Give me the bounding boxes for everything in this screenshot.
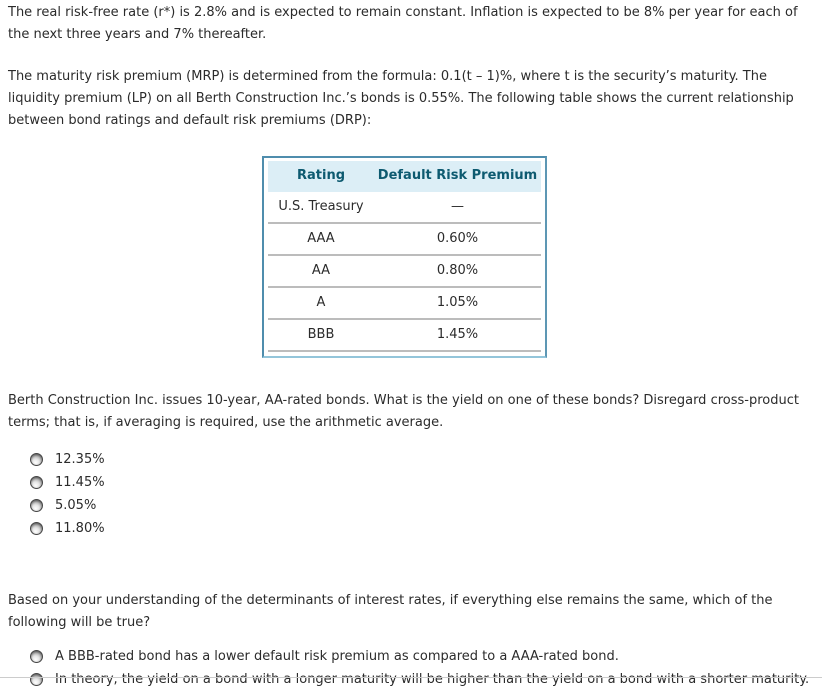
table-header-row [268,161,541,192]
option-label[interactable]: 11.45% [55,475,105,490]
radio-button[interactable] [30,476,43,489]
option-row[interactable] [30,472,810,494]
premium-cell: 0.80% [374,255,541,287]
radio-button[interactable] [30,499,43,512]
rating-cell: BBB [268,319,374,351]
rating-cell: U.S. Treasury [268,192,374,223]
radio-button[interactable] [30,453,43,466]
intro-paragraph-1: The real risk-free rate (r*) is 2.8% and is expected to remain constant. Inflation is expected to be 8% per year for each of the next three years and 7% thereafter. [8,5,798,42]
question-1-text: Berth Construction Inc. issues 10-year, AA-rated bonds. What is the yield on one of these bonds? Disregard cross-product terms; that is, if averaging is required, use the arithmetic average. [8,393,799,430]
premium-cell: 1.45% [374,319,541,351]
radio-button[interactable] [30,650,43,663]
table-row [268,287,541,319]
rating-cell: AAA [268,223,374,255]
table-header-rating: Rating [268,161,374,192]
table-row [268,192,541,223]
table-row [268,319,541,351]
rating-cell: A [268,287,374,319]
question-2-options [30,646,810,691]
option-label[interactable]: 11.80% [55,521,105,536]
radio-button[interactable] [30,673,43,686]
option-row[interactable] [30,449,810,471]
rating-cell: AA [268,255,374,287]
intro-paragraph-2: The maturity risk premium (MRP) is determined from the formula: 0.1(t – 1)%, where t is the security’s maturity. The liquidity premium (LP) on all Berth Construction Inc.’s bonds is 0.55%. The following table shows the current relationship between bond ratings and default risk premiums (DRP): [8,69,794,128]
drp-table-frame [262,156,547,358]
radio-button[interactable] [30,522,43,535]
question-2-text: Based on your understanding of the determinants of interest rates, if everything else remains the same, which of the following will be true? [8,593,773,630]
option-label[interactable]: 5.05% [55,498,97,513]
premium-cell: — [374,192,541,223]
option-row[interactable] [30,646,810,668]
option-label[interactable]: A BBB-rated bond has a lower default risk premium as compared to a AAA-rated bond. [55,649,619,664]
option-row[interactable] [30,495,810,517]
table-row [268,255,541,287]
question-1-options [30,449,810,540]
premium-cell: 0.60% [374,223,541,255]
option-label[interactable]: 12.35% [55,452,105,467]
option-label[interactable]: In theory, the yield on a bond with a longer maturity will be higher than the yield on a bond with a shorter maturity. [55,672,810,687]
premium-cell: 1.05% [374,287,541,319]
drp-table [268,161,541,352]
option-row[interactable] [30,518,810,540]
table-header-premium: Default Risk Premium [374,161,541,192]
option-row[interactable] [30,669,810,691]
table-row [268,223,541,255]
